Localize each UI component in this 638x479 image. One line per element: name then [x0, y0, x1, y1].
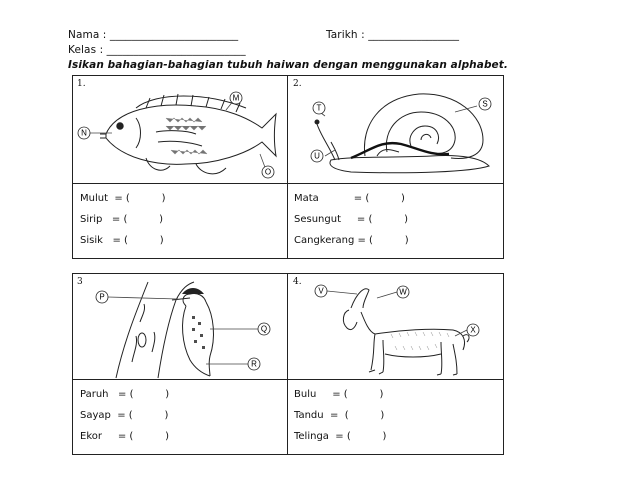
answer-row-sesungut[interactable]: Sesungut = ( ): [294, 214, 409, 225]
answer-row-bulu[interactable]: Bulu = ( ): [294, 389, 384, 400]
label-o: O: [264, 167, 272, 177]
label-p: P: [99, 292, 105, 302]
answer-row-paruh[interactable]: Paruh = ( ): [80, 389, 170, 400]
goat-icon: [291, 282, 501, 378]
label-m: M: [232, 93, 240, 103]
answer-row-sayap[interactable]: Sayap = ( ): [80, 410, 169, 421]
answer-row-sirip[interactable]: Sirip = ( ): [80, 214, 164, 225]
instruction-text: Isikan bahagian-bahagian tubuh haiwan dengan menggunakan alphabet.: [68, 59, 508, 71]
answer-row-cangkerang[interactable]: Cangkerang = ( ): [294, 235, 409, 246]
label-n: N: [81, 128, 87, 138]
label-w: W: [399, 287, 407, 297]
answer-row-ekor[interactable]: Ekor = ( ): [80, 431, 170, 442]
label-q: Q: [260, 324, 268, 334]
answer-row-sisik[interactable]: Sisik = ( ): [80, 235, 164, 246]
answer-row-telinga[interactable]: Telinga = ( ): [294, 431, 387, 442]
label-x: X: [470, 325, 476, 335]
tarikh-field[interactable]: Tarikh : _________________: [326, 29, 460, 41]
panel-4-number: 4.: [293, 277, 302, 287]
label-t: T: [316, 103, 322, 113]
answer-row-mulut[interactable]: Mulut = ( ): [80, 193, 166, 204]
fish-icon: [76, 88, 282, 180]
woodpecker-icon: [76, 282, 282, 378]
kelas-field[interactable]: Kelas : __________________________: [68, 44, 246, 56]
panel-2-number: 2.: [293, 79, 302, 89]
panel-3-number: 3: [77, 277, 83, 287]
label-u: U: [314, 151, 320, 161]
label-r: R: [251, 359, 257, 369]
answer-row-mata[interactable]: Mata = ( ): [294, 193, 405, 204]
nama-field[interactable]: Nama : ________________________: [68, 29, 239, 41]
label-s: S: [482, 99, 488, 109]
panel-1-number: 1.: [77, 79, 86, 89]
label-v: V: [318, 286, 324, 296]
answer-row-tandu[interactable]: Tandu = ( ): [294, 410, 385, 421]
snail-icon: [291, 86, 501, 180]
